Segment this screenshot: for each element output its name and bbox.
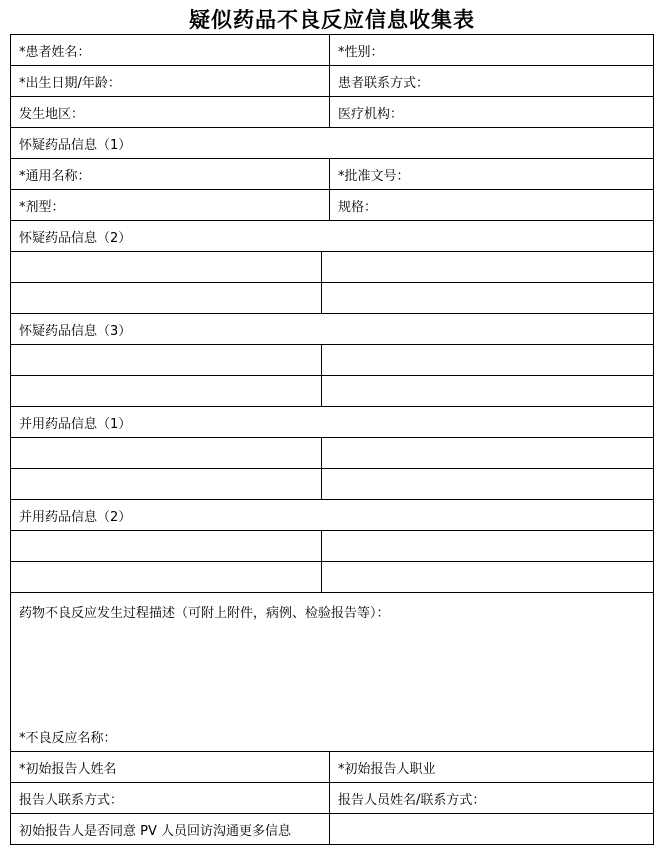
specification-field[interactable]: 规格： [330,190,654,221]
patient-contact-field[interactable]: 患者联系方式： [330,66,654,97]
initial-reporter-occupation-field[interactable]: *初始报告人职业 [330,752,654,783]
form-title: 疑似药品不良反应信息收集表 [189,7,475,32]
initial-reporter-name-field[interactable]: *初始报告人姓名 [11,752,330,783]
patient-name-field[interactable]: *患者姓名： [11,35,330,66]
reaction-description-label: 药物不良反应发生过程描述（可附上附件，病例、检验报告等）： [19,606,390,621]
gender-field[interactable]: *性别： [330,35,654,66]
form-row [11,438,654,469]
section-header-row [11,128,654,159]
suspect-drug-2-cell[interactable] [11,252,322,283]
form-row [11,252,654,283]
suspect-drug-3-cell[interactable] [322,376,654,407]
suspect-drug-2-cell[interactable] [322,283,654,314]
birth-age-field[interactable]: *出生日期/年龄： [11,66,330,97]
suspect-drug-3-cell[interactable] [11,345,322,376]
form-row [11,35,654,66]
form-row [11,66,654,97]
suspect-drug-3-cell[interactable] [322,345,654,376]
concomitant-drug-2-cell[interactable] [322,531,654,562]
section-header-row [11,314,654,345]
suspect-drug-2-cell[interactable] [11,283,322,314]
concomitant-drug-2-cell[interactable] [11,562,322,593]
section-header-row [11,407,654,438]
suspect-drug-2-header: 怀疑药品信息（2） [11,221,654,252]
form-row [11,814,654,845]
reporter-consent-answer-cell[interactable] [330,814,654,845]
form-row [11,190,654,221]
form-row [11,531,654,562]
form-row [11,562,654,593]
form-row [11,283,654,314]
adr-form-table [10,34,654,845]
reaction-name-label: *不良反应名称： [19,731,117,746]
section-header-row [11,500,654,531]
approval-number-field[interactable]: *批准文号： [330,159,654,190]
dosage-form-field[interactable]: *剂型： [11,190,330,221]
suspect-drug-3-cell[interactable] [11,376,322,407]
form-row [11,97,654,128]
form-row [11,752,654,783]
suspect-drug-3-header: 怀疑药品信息（3） [11,314,654,345]
reporter-consent-field[interactable]: 初始报告人是否同意 PV 人员回访沟通更多信息 [11,814,330,845]
concomitant-drug-2-header: 并用药品信息（2） [11,500,654,531]
staff-contact-field[interactable]: 报告人员姓名/联系方式： [330,783,654,814]
reporter-contact-field[interactable]: 报告人联系方式： [11,783,330,814]
institution-field[interactable]: 医疗机构： [330,97,654,128]
concomitant-drug-1-cell[interactable] [322,469,654,500]
concomitant-drug-1-cell[interactable] [11,438,322,469]
reaction-description-field[interactable] [11,593,654,752]
suspect-drug-1-header: 怀疑药品信息（1） [11,128,654,159]
form-row [11,376,654,407]
suspect-drug-2-cell[interactable] [322,252,654,283]
form-row [11,783,654,814]
form-row [11,159,654,190]
generic-name-field[interactable]: *通用名称： [11,159,330,190]
form-row [11,469,654,500]
form-row [11,345,654,376]
section-header-row [11,221,654,252]
concomitant-drug-1-header: 并用药品信息（1） [11,407,654,438]
concomitant-drug-1-cell[interactable] [11,469,322,500]
concomitant-drug-2-cell[interactable] [11,531,322,562]
concomitant-drug-1-cell[interactable] [322,438,654,469]
concomitant-drug-2-cell[interactable] [322,562,654,593]
reaction-description-row [11,593,654,752]
region-field[interactable]: 发生地区： [11,97,330,128]
